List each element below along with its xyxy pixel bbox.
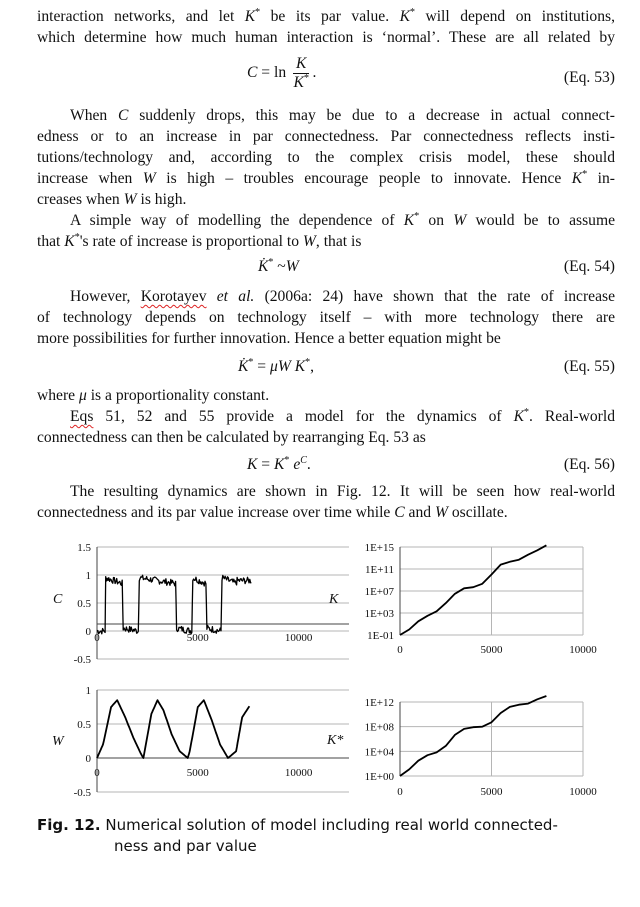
x-tick-label: 10000 <box>284 632 313 644</box>
x-tick-label: 0 <box>94 767 100 779</box>
text-line: connectedness and its par value increase over time while C and W oscillate. <box>37 504 508 521</box>
y-tick-label: 1.5 <box>77 542 91 554</box>
series-line <box>400 545 546 635</box>
figure-caption <box>37 815 622 857</box>
text-line: A simple way of modelling the dependence of K* on W would be to assume <box>70 210 615 229</box>
x-tick-label: 0 <box>94 632 100 644</box>
y-tick-label: 1E+04 <box>364 746 394 759</box>
series-line <box>97 700 249 758</box>
x-tick-label: 10000 <box>284 767 313 779</box>
y-tick-label: 1E+07 <box>364 586 394 598</box>
y-axis-label: K* <box>327 733 344 748</box>
y-tick-label: 0.5 <box>77 598 91 610</box>
y-tick-label: 1 <box>85 685 91 697</box>
caption-text-continued: ness and par value <box>114 837 257 855</box>
equation-55: K̇* = μW K*, <box>238 356 315 375</box>
equation-label: (Eq. 55) <box>563 358 615 375</box>
x-tick-label: 0 <box>397 786 403 798</box>
text-line: The resulting dynamics are shown in Fig. 12. It will be seen how real-world <box>70 483 615 500</box>
equation-54: K̇* ~W <box>258 256 299 275</box>
text-line: which determine how much human interaction is ‘normal’. These are all related by <box>37 29 615 46</box>
chart-c <box>40 537 340 667</box>
y-tick-label: 1 <box>85 570 91 582</box>
y-tick-label: 0 <box>85 626 91 638</box>
x-tick-label: 10000 <box>569 644 597 656</box>
x-tick-label: 5000 <box>186 632 209 644</box>
y-axis-label: C <box>53 592 63 607</box>
text-line: tutions/technology and, according to the complex crisis model, these should <box>37 149 615 166</box>
series-line <box>97 575 251 634</box>
text-line: Eqs 51, 52 and 55 provide a model for the dynamics of K*. Real-world <box>70 406 615 425</box>
x-tick-label: 0 <box>397 644 403 656</box>
text-line: creases when W is high. <box>37 191 187 208</box>
chart-k <box>325 537 597 667</box>
equation-53: C = ln $\frac{K}{K^*}$ . <box>247 55 317 91</box>
y-tick-label: -0.5 <box>73 787 91 799</box>
text-line: However, Korotayev et al. (2006a: 24) have shown that the rate of increase <box>70 288 616 305</box>
caption-text: Numerical solution of model including real world connected- <box>105 816 558 834</box>
chart-k-star <box>325 680 597 805</box>
y-tick-label: 1E+03 <box>364 608 394 620</box>
text-line: interaction networks, and let K* be its par value. K* will depend on institutions, <box>37 6 615 25</box>
y-axis-label: K <box>329 592 339 607</box>
y-tick-label: 0 <box>85 753 91 765</box>
caption-label: Fig. 12. <box>37 816 101 834</box>
x-tick-label: 10000 <box>569 786 597 798</box>
text-line: increase when W is high – troubles encourage people to innovate. Hence K* in- <box>37 168 615 187</box>
text-line: where μ is a proportionality constant. <box>37 387 270 404</box>
equation-label: (Eq. 54) <box>563 258 615 275</box>
y-tick-label: 1E+08 <box>364 721 394 734</box>
text-line: When C suddenly drops, this may be due to a decrease in actual connect- <box>70 107 615 124</box>
text-line: that K*'s rate of increase is proportional to W, that is <box>37 231 362 250</box>
y-tick-label: 1E+00 <box>364 771 394 783</box>
equation-label: (Eq. 53) <box>563 69 615 86</box>
y-tick-label: 0.5 <box>77 719 91 731</box>
y-tick-label: 1E+11 <box>364 564 394 576</box>
y-tick-label: -0.5 <box>73 654 91 666</box>
y-tick-label: 1E-01 <box>367 630 394 642</box>
y-axis-label: W <box>52 734 64 749</box>
y-tick-label: 1E+15 <box>364 542 394 554</box>
text-line: more possibilities for further innovation. Hence a better equation might be <box>37 330 501 347</box>
x-tick-label: 5000 <box>186 767 209 779</box>
chart-w <box>40 680 340 805</box>
equation-label: (Eq. 56) <box>563 456 615 473</box>
text-line: of technology depends on technology itself – with more technology there are <box>37 309 615 326</box>
y-tick-label: 1E+12 <box>364 697 394 709</box>
series-line <box>400 696 546 776</box>
text-line: edness or to an increase in par connectedness. Par connectedness reflects insti- <box>37 128 615 145</box>
text-line: connectedness can then be calculated by rearranging Eq. 53 as <box>37 429 426 446</box>
equation-56: K = K* $e^C$. <box>247 454 311 473</box>
x-tick-label: 5000 <box>480 644 503 656</box>
x-tick-label: 5000 <box>480 786 503 798</box>
